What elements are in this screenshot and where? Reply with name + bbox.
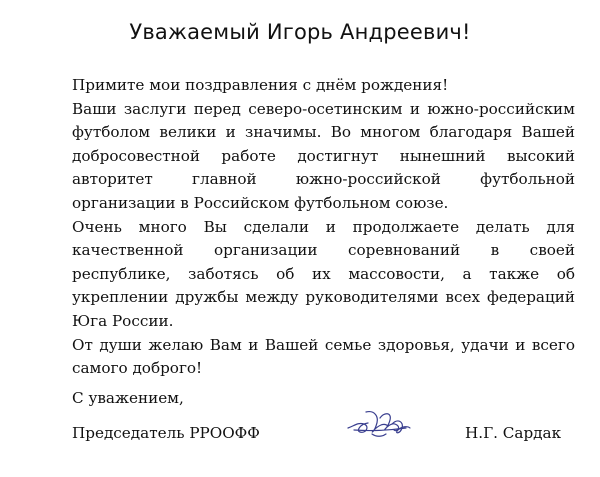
salutation-heading: Уважаемый Игорь Андреевич! — [129, 20, 471, 44]
paragraph-merits: Ваши заслуги перед северо-осетинским и южно-российским футболом велики и значимы. Во многом благодаря Вашей добросовестной работе достигнут нынешний высокий авторитет главной южно-российской футбольной организации в Российском футбольном союзе. — [72, 99, 575, 212]
signer-name: Н.Г. Сардак — [465, 424, 562, 442]
paragraph-achievements: Очень много Вы сделали и продолжаете делать для качественной организации соревнований в своей республике, заботясь об их массовости, а также об укреплении дружбы между руководителями всех федераций Юга России. — [72, 217, 575, 330]
paragraph-greeting: Примите мои поздравления с днём рождения! — [72, 76, 449, 94]
letter-body — [72, 74, 575, 381]
paragraph-wishes: От души желаю Вам и Вашей семье здоровья, удачи и всего самого доброго! — [72, 335, 575, 378]
closing-phrase: С уважением, — [72, 389, 184, 407]
signer-title: Председатель РРООФФ — [72, 424, 260, 442]
signature-icon — [344, 404, 414, 444]
